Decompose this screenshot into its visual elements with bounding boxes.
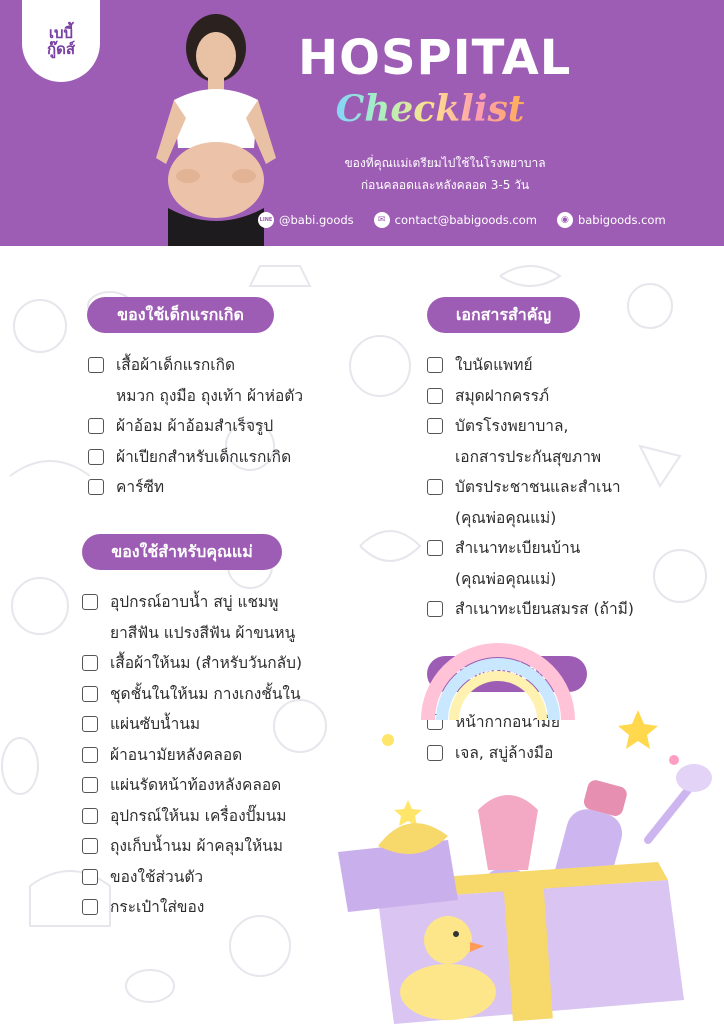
- list-item[interactable]: [82, 679, 342, 710]
- checkbox[interactable]: [82, 869, 98, 885]
- documents-checklist: [427, 350, 697, 625]
- checkbox[interactable]: [82, 594, 98, 610]
- list-item[interactable]: [82, 801, 342, 832]
- checkbox[interactable]: [427, 418, 443, 434]
- list-item[interactable]: [82, 862, 342, 893]
- mother-checklist: [82, 587, 342, 923]
- item-label: อุปกรณ์ให้นม เครื่องปั๊มนม: [110, 806, 287, 825]
- list-item[interactable]: [88, 350, 348, 411]
- list-item[interactable]: [82, 648, 342, 679]
- item-label: สำเนาทะเบียนสมรส (ถ้ามี): [455, 600, 634, 618]
- item-label: ผ้าเปียกสำหรับเด็กแรกเกิด: [116, 447, 292, 466]
- checkbox[interactable]: [82, 716, 98, 732]
- checkbox[interactable]: [427, 388, 443, 404]
- contact-line[interactable]: [258, 212, 354, 228]
- globe-icon: ◉: [557, 212, 573, 228]
- contact-website-text: babigoods.com: [577, 213, 666, 227]
- item-label: บัตรประชาชนและสำเนา (คุณพ่อคุณแม่): [455, 478, 621, 527]
- header-description: [318, 152, 572, 196]
- item-label: เจล, สบู่ล้างมือ: [455, 743, 554, 762]
- checkbox[interactable]: [82, 686, 98, 702]
- newborn-checklist: [88, 350, 348, 503]
- checkbox[interactable]: [427, 540, 443, 556]
- checkbox[interactable]: [82, 655, 98, 671]
- header-banner: [0, 0, 724, 246]
- item-label: สมุดฝากครรภ์: [455, 386, 550, 405]
- contact-email-text: contact@babigoods.com: [394, 213, 537, 227]
- list-item[interactable]: [82, 831, 342, 862]
- checkbox[interactable]: [88, 479, 104, 495]
- contact-email[interactable]: [374, 212, 537, 228]
- item-label: ผ้าอ้อม ผ้าอ้อมสำเร็จรูป: [116, 417, 274, 435]
- item-label: กระเป๋าใส่ของ: [110, 898, 205, 916]
- list-item[interactable]: [427, 533, 697, 594]
- baby-gift-box-illustration: [338, 600, 724, 1024]
- checkbox[interactable]: [82, 899, 98, 915]
- list-item[interactable]: [427, 381, 697, 412]
- checkbox[interactable]: [427, 479, 443, 495]
- checkbox[interactable]: [82, 777, 98, 793]
- email-icon: ✉: [374, 212, 390, 228]
- list-item[interactable]: [88, 472, 348, 503]
- item-label: แผ่นรัดหน้าท้องหลังคลอด: [110, 776, 282, 794]
- item-label: ผ้าอนามัยหลังคลอด: [110, 745, 243, 764]
- description-line-2: ก่อนคลอดและหลังคลอด 3-5 วัน: [360, 178, 530, 192]
- checkbox[interactable]: [82, 747, 98, 763]
- item-label: ถุงเก็บน้ำนม ผ้าคลุมให้นม: [110, 837, 283, 855]
- item-label: บัตรโรงพยาบาล, เอกสารประกันสุขภาพ: [455, 417, 602, 466]
- checkbox[interactable]: [88, 449, 104, 465]
- list-item[interactable]: [82, 770, 342, 801]
- list-item[interactable]: [82, 892, 342, 923]
- list-item[interactable]: [88, 411, 348, 442]
- list-item[interactable]: [427, 350, 697, 381]
- item-label: อุปกรณ์อาบน้ำ สบู่ แชมพู ยาสีฟัน แปรงสีฟัน ผ้าขนหนู: [110, 593, 296, 642]
- section-title-newborn: ของใช้เด็กแรกเกิด: [87, 297, 274, 333]
- item-label: เสื้อผ้าเด็กแรกเกิด หมวก ถุงมือ ถุงเท้า ผ้าห่อตัว: [116, 356, 304, 405]
- item-label: คาร์ซีท: [116, 478, 165, 496]
- brand-logo-text: เบบี้ กู๊ดส์: [47, 24, 75, 58]
- checkbox[interactable]: [88, 418, 104, 434]
- checkbox[interactable]: [427, 357, 443, 373]
- section-title-documents: เอกสารสำคัญ: [427, 297, 580, 333]
- page-title: HOSPITAL: [298, 30, 572, 86]
- checkbox[interactable]: [82, 808, 98, 824]
- list-item[interactable]: [88, 442, 348, 473]
- item-label: ของใช้ส่วนตัว: [110, 867, 204, 886]
- list-item[interactable]: [427, 411, 697, 472]
- contact-website[interactable]: [557, 212, 666, 228]
- checkbox[interactable]: [82, 838, 98, 854]
- list-item[interactable]: [427, 472, 697, 533]
- checkbox[interactable]: [88, 357, 104, 373]
- page-subtitle: Checklist: [330, 86, 530, 132]
- description-line-1: ของที่คุณแม่เตรียมไปใช้ในโรงพยาบาล: [344, 156, 546, 170]
- item-label: แผ่นซับน้ำนม: [110, 715, 201, 733]
- item-label: ใบนัดแพทย์: [455, 356, 533, 374]
- line-icon: LINE: [258, 212, 274, 228]
- list-item[interactable]: [82, 709, 342, 740]
- item-label: สำเนาทะเบียนบ้าน (คุณพ่อคุณแม่): [455, 539, 581, 588]
- item-label: เสื้อผ้าให้นม (สำหรับวันกลับ): [110, 654, 303, 672]
- list-item[interactable]: [82, 587, 342, 648]
- item-label: หน้ากากอนามัย: [455, 713, 560, 731]
- list-item[interactable]: [82, 740, 342, 771]
- contact-bar: [258, 210, 698, 230]
- section-title-infection: ป้องกันเชื้อโรค: [427, 656, 587, 692]
- contact-line-text: @babi.goods: [279, 213, 354, 227]
- item-label: ชุดชั้นในให้นม กางเกงชั้นใน: [110, 684, 301, 703]
- brand-logo: [22, 0, 100, 82]
- section-title-mother: ของใช้สำหรับคุณแม่: [82, 534, 282, 570]
